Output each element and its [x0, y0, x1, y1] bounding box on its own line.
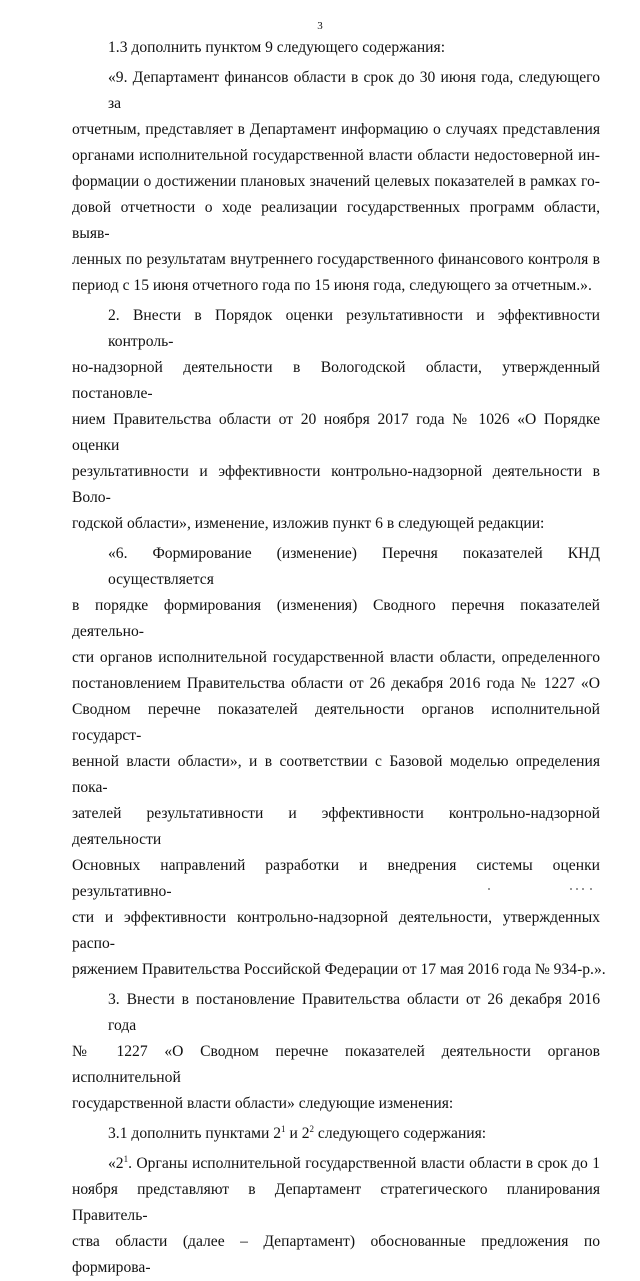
superscript: 1 [281, 1124, 286, 1134]
text-line [72, 1151, 600, 1177]
text-line: зателей результативности и эффективности контрольно-надзорной деятельности [72, 805, 600, 848]
text-line: отчетным, представляет в Департамент информацию о случаях представления [72, 121, 600, 138]
paragraph-item-9 [72, 65, 600, 299]
text-line: сти органов исполнительной государственной власти области, определенного [72, 649, 600, 666]
text-line: ряжением Правительства Российской Федерации от 17 мая 2016 года № 934-р.». [72, 961, 606, 978]
text-fragment: 3.1 дополнить пунктами 2 [108, 1125, 282, 1142]
page-number: 3 [317, 20, 323, 32]
text-line: результативности и эффективности контрольно-надзорной деятельности в Воло- [72, 463, 600, 506]
text-line: формации о достижении плановых значений целевых показателей в рамках го- [72, 173, 600, 190]
paragraph-item-6 [72, 541, 606, 983]
text-line: Сводном перечне показателей деятельности органов исполнительной государст- [72, 701, 600, 744]
paragraph-section-3 [72, 987, 600, 1117]
text-fragment: . Органы исполнительной государственной власти области в срок до 1 [128, 1155, 600, 1172]
paragraph-item-2-1 [72, 1151, 600, 1281]
text-line: нием Правительства области от 20 ноября 2017 года № 1026 «О Порядке оценки [72, 411, 600, 454]
text-line: ства области (далее – Департамент) обоснованные предложения по формирова- [72, 1233, 600, 1276]
scan-dot [570, 888, 572, 890]
superscript: 2 [309, 1124, 314, 1134]
text-line: но-надзорной деятельности в Вологодской области, утвержденный постановле- [72, 359, 600, 402]
scan-dot [576, 888, 578, 890]
text-line: годской области», изменение, изложив пункт 6 в следующей редакции: [72, 515, 545, 532]
text-line: «6. Формирование (изменение) Перечня показателей КНД осуществляется [108, 545, 600, 588]
text-fragment: и 2 [285, 1125, 310, 1142]
text-line: 3. Внести в постановление Правительства области от 26 декабря 2016 года [108, 991, 600, 1034]
text-fragment: «2 [108, 1155, 124, 1172]
text-fragment: следующего содержания: [314, 1125, 487, 1142]
paragraph-section-2 [72, 303, 600, 537]
paragraph-1-3 [72, 35, 600, 61]
scan-dot [590, 888, 592, 890]
text-line [72, 1121, 600, 1147]
text-line: «9. Департамент финансов области в срок до 30 июня года, следующего за [108, 69, 600, 112]
text-line: государственной власти области» следующие изменения: [72, 1095, 454, 1112]
text-line: довой отчетности о ходе реализации государственных программ области, выяв- [72, 199, 600, 242]
scan-dot [488, 888, 490, 890]
text-line: № 1227 «О Сводном перечне показателей деятельности органов исполнительной [72, 1043, 600, 1086]
superscript: 1 [123, 1154, 129, 1164]
text-line: органами исполнительной государственной власти области недостоверной ин- [72, 147, 600, 164]
text-line: сти и эффективности контрольно-надзорной деятельности, утвержденных распо- [72, 909, 600, 952]
text-line: Основных направлений разработки и внедрения системы оценки результативно- [72, 857, 600, 900]
text-line: период с 15 июня отчетного года по 15 июня года, следующего за отчетным.». [72, 277, 592, 294]
text-line: венной власти области», и в соответствии с Базовой моделью определения пока- [72, 753, 600, 796]
text-line: в порядке формирования (изменения) Сводного перечня показателей деятельно- [72, 597, 600, 640]
paragraph-3-1 [72, 1121, 600, 1147]
text-line: 1.3 дополнить пунктом 9 следующего содержания: [108, 39, 446, 56]
text-line: постановлением Правительства области от 26 декабря 2016 года № 1227 «О [72, 675, 600, 692]
text-line: ленных по результатам внутреннего государственного финансового контроля в [72, 251, 600, 268]
text-line: 2. Внести в Порядок оценки результативности и эффективности контроль- [108, 307, 600, 350]
scan-marks [0, 888, 640, 898]
document-body [72, 35, 606, 1281]
text-line: ноября представляют в Департамент стратегического планирования Правитель- [72, 1181, 600, 1224]
scan-dot [582, 888, 584, 890]
